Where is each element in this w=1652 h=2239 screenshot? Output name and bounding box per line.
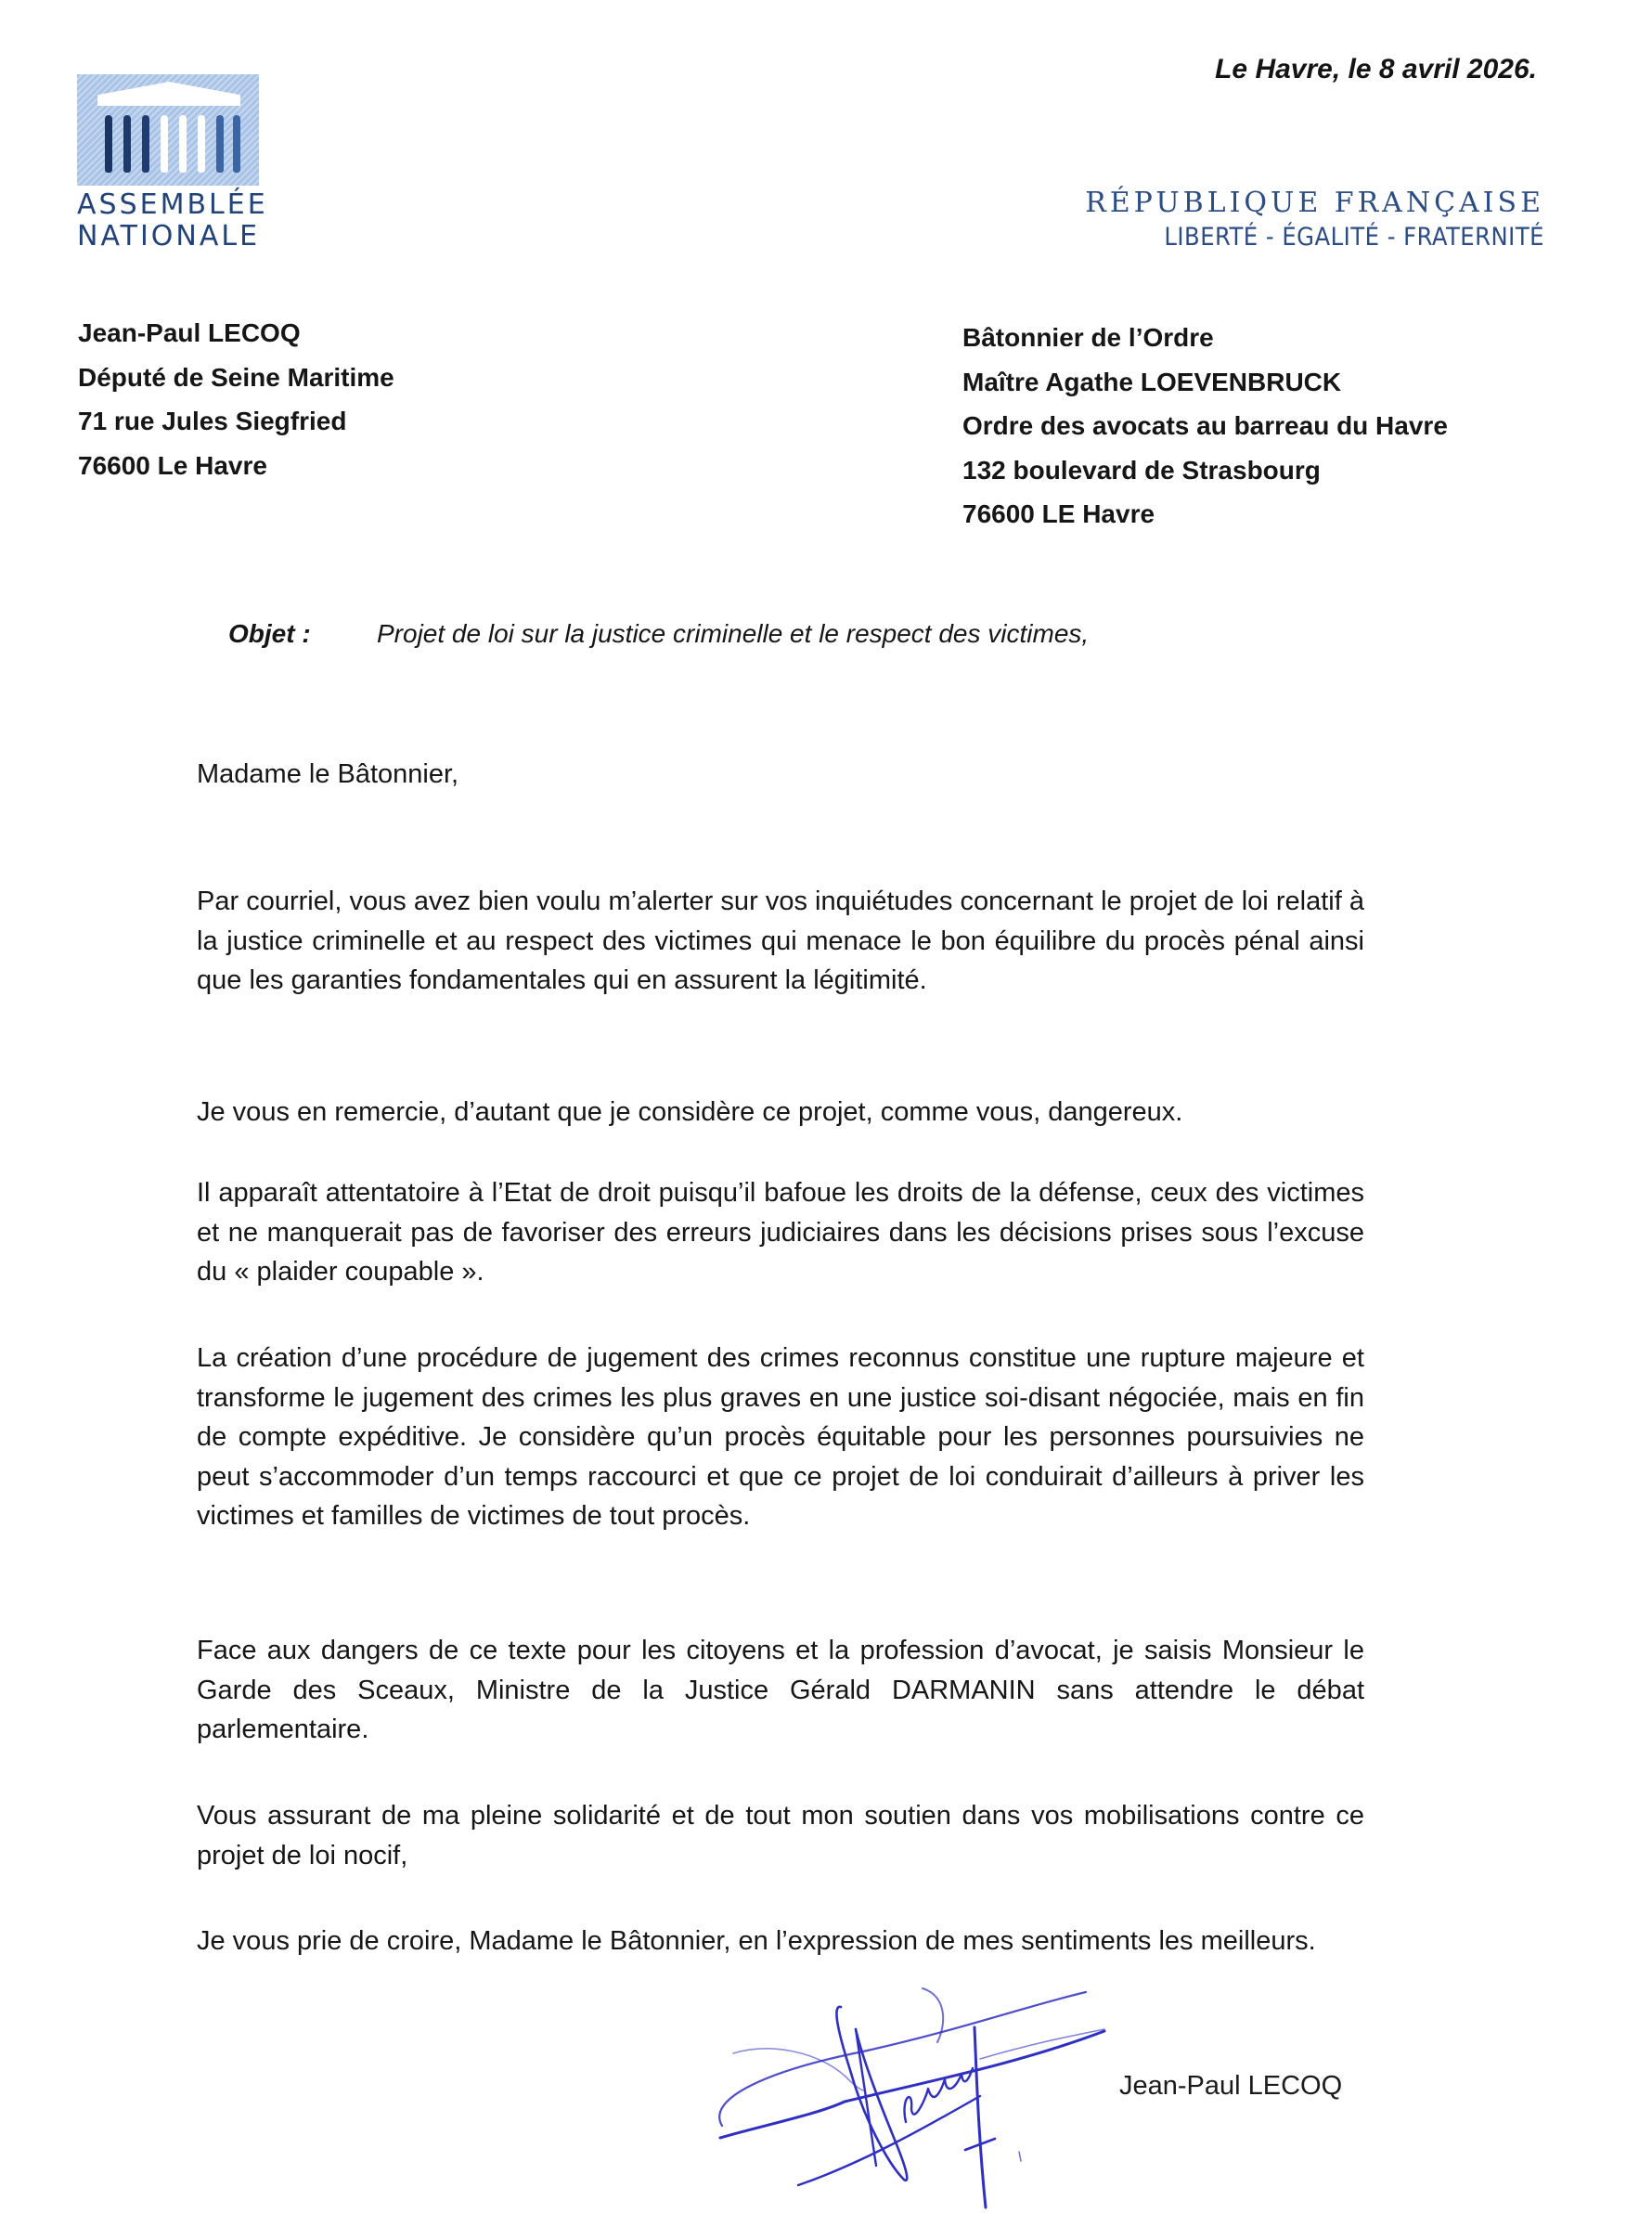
handwritten-signature-icon [715,1987,1383,2239]
palais-bourbon-icon [77,74,259,186]
sender-address [78,311,394,487]
paragraph-2 [197,1093,1364,1132]
paragraph-4 [197,1339,1364,1536]
subject-value: Projet de loi sur la justice criminelle et le respect des victimes, [377,619,1090,648]
logo-line-1: ASSEMBLÉE [77,188,268,221]
letter-date: Le Havre, le 8 avril 2026. [1215,54,1537,84]
paragraph-text: Je vous prie de croire, Madame le Bâtonnier, en l’expression de mes sentiments les meilleurs. [197,1926,1316,1956]
paragraph-text: Par courriel, vous avez bien voulu m’alerter sur vos inquiétudes concernant le projet de loi relatif à la justice criminelle et au respect des victimes qui menace le bon équilibre du procès pénal ainsi que les garanties fondamentales qui en assurent la légitimité. [197,887,1364,995]
sender-street: 71 rue Jules Siegfried [78,407,347,435]
paragraph-text: La création d’une procédure de jugement des crimes reconnus constitue une rupture majeure et transforme le jugement des crimes les plus graves en une justice soi-disant négociée, mais en fin de compte expéditive. Je considère qu’un procès équitable pour les personnes poursuivies ne peut s’accommoder d’un temps raccourci et que ce projet de loi conduirait d’ailleurs à priver les victimes et familles de victimes de tout procès. [197,1343,1364,1531]
paragraph-text: Vous assurant de ma pleine solidarité et de tout mon soutien dans vos mobilisations contre ce projet de loi nocif, [197,1801,1364,1870]
paragraph-closing [197,1922,1364,1961]
signatory-name: Jean-Paul LECOQ [1119,2071,1343,2101]
subject-label: Objet : [228,619,311,648]
paragraph-6 [197,1796,1364,1875]
sender-name: Jean-Paul LECOQ [78,318,301,347]
paragraph-5 [197,1631,1364,1750]
recipient-name: Maître Agathe LOEVENBRUCK [962,367,1342,396]
logo-wordmark [77,188,268,252]
salutation: Madame le Bâtonnier, [197,759,459,789]
sender-title: Député de Seine Maritime [78,362,394,392]
paragraph-text: Je vous en remercie, d’autant que je considère ce projet, comme vous, dangereux. [197,1097,1183,1127]
paragraph-1 [197,882,1364,1001]
logo-line-2: NATIONALE [77,220,261,252]
devise-line: LIBERTÉ - ÉGALITÉ - FRATERNITÉ [1164,223,1544,252]
recipient-organization: Ordre des avocats au barreau du Havre [962,411,1448,440]
recipient-city: 76600 LE Havre [962,499,1155,528]
subject-line [228,619,1090,649]
republique-line: RÉPUBLIQUE FRANÇAISE [1085,187,1544,219]
recipient-street: 132 boulevard de Strasbourg [962,455,1321,485]
recipient-address [962,316,1448,537]
sender-city: 76600 Le Havre [78,450,267,480]
paragraph-text: Il apparaît attentatoire à l’Etat de droit puisqu’il bafoue les droits de la défense, ceux des victimes et ne manquerait pas de favoriser des erreurs judiciaires dans les décisions prises sous l’excuse du « plaider coupable ». [197,1178,1364,1287]
republique-francaise-header [1085,186,1544,254]
assemblee-nationale-logo [77,74,268,260]
recipient-title: Bâtonnier de l’Ordre [962,323,1214,352]
paragraph-3 [197,1173,1364,1292]
paragraph-text: Face aux dangers de ce texte pour les citoyens et la profession d’avocat, je saisis Monsieur le Garde des Sceaux, Ministre de la Justice Gérald DARMANIN sans attendre le débat parlementaire. [197,1636,1364,1744]
